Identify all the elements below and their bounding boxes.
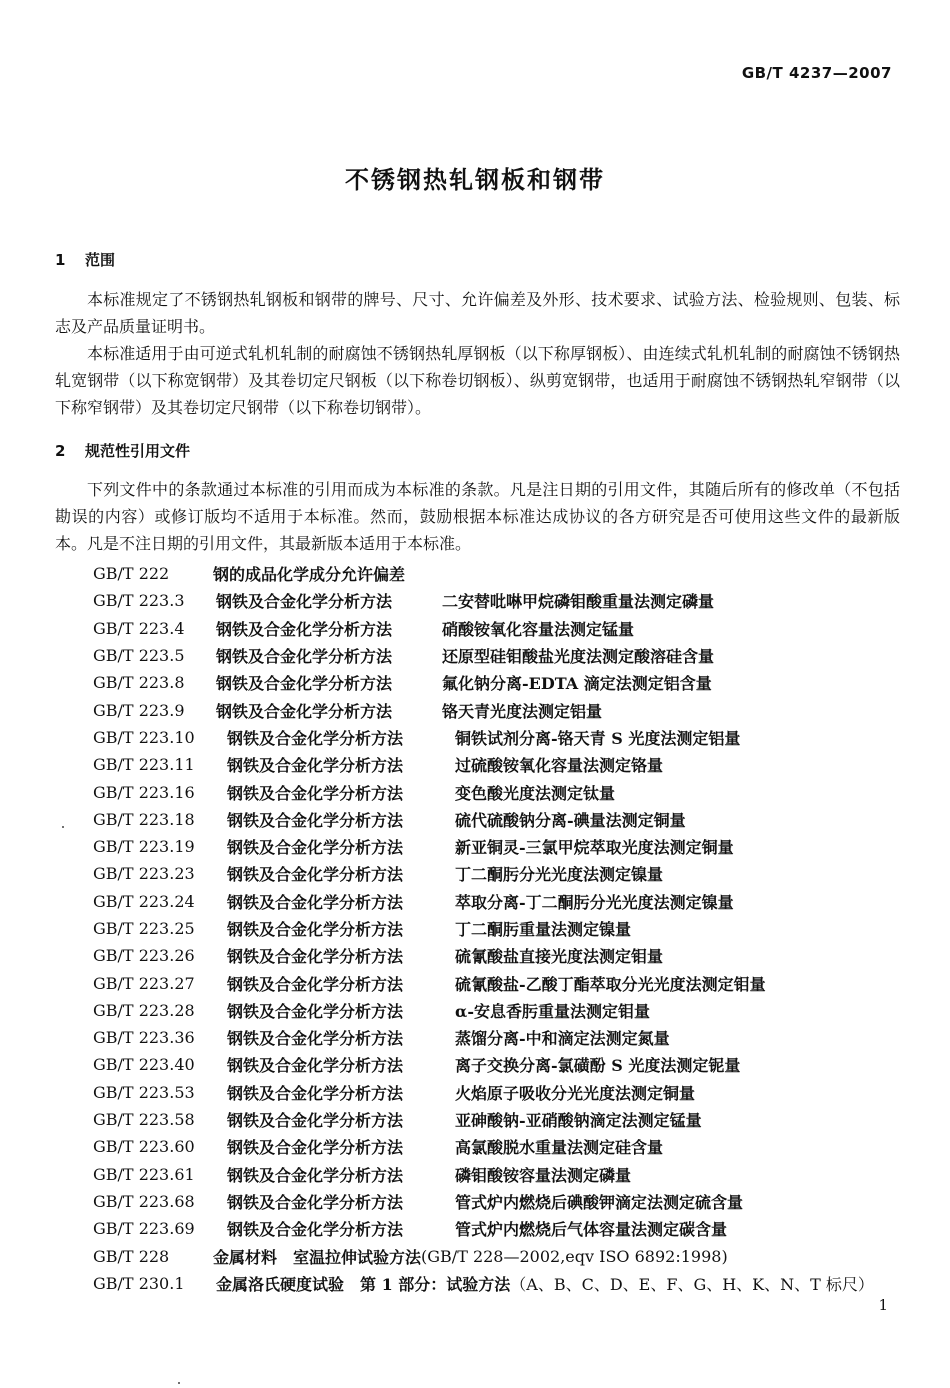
section-title: 规范性引用文件	[85, 442, 191, 460]
reference-code: GB/T 223.40	[93, 1055, 195, 1075]
reference-code: GB/T 223.16	[93, 782, 195, 802]
reference-title: 钢铁及合金化学分析方法	[216, 647, 393, 667]
reference-item	[93, 1161, 874, 1188]
reference-title: 钢铁及合金化学分析方法	[227, 756, 404, 776]
reference-title: 钢铁及合金化学分析方法	[216, 674, 393, 694]
reference-item	[93, 669, 874, 696]
reference-method: 过硫酸铵氧化容量法测定铬量	[455, 756, 664, 776]
reference-method: 硫氰酸盐直接光度法测定钼量	[455, 947, 664, 967]
reference-method: 丁二酮肟分光光度法测定镍量	[455, 865, 664, 885]
reference-method: 二安替吡啉甲烷磷钼酸重量法测定磷量	[442, 592, 715, 612]
reference-item	[93, 969, 874, 996]
reference-item	[93, 997, 874, 1024]
reference-title: 钢铁及合金化学分析方法	[227, 1138, 404, 1158]
reference-method: 管式炉内燃烧后碘酸钾滴定法测定硫含量	[455, 1192, 744, 1212]
reference-title: 金属材料 室温拉伸试验方法	[213, 1247, 422, 1267]
reference-title: 钢铁及合金化学分析方法	[227, 810, 404, 830]
section-number: 2	[55, 442, 66, 460]
reference-item	[93, 642, 874, 669]
reference-item	[93, 860, 874, 887]
reference-code: GB/T 222	[93, 564, 170, 584]
reference-title: 钢铁及合金化学分析方法	[227, 947, 404, 967]
section-1-heading	[55, 249, 115, 270]
reference-title: 钢铁及合金化学分析方法	[227, 1056, 404, 1076]
reference-title: 钢铁及合金化学分析方法	[227, 920, 404, 939]
reference-method: 变色酸光度法测定钛量	[455, 783, 616, 803]
reference-method: α-安息香肟重量法测定钼量	[455, 1001, 650, 1021]
reference-code: GB/T 223.11	[93, 755, 195, 775]
reference-list	[93, 560, 874, 1297]
section-number: 1	[55, 251, 66, 269]
reference-item	[93, 1215, 874, 1242]
reference-item	[93, 724, 874, 751]
reference-code: GB/T 223.60	[93, 1137, 195, 1157]
reference-title: 钢铁及合金化学分析方法	[216, 592, 393, 612]
reference-title: 钢铁及合金化学分析方法	[227, 1192, 404, 1212]
reference-method: (GB/T 228—2002,eqv ISO 6892:1998)	[421, 1246, 728, 1266]
reference-item	[93, 1242, 874, 1269]
reference-item	[93, 1270, 874, 1297]
reference-title: 钢铁及合金化学分析方法	[227, 1220, 404, 1240]
reference-method: 磷钼酸铵容量法测定磷量	[455, 1165, 632, 1185]
reference-code: GB/T 223.27	[93, 973, 195, 993]
reference-item	[93, 751, 874, 778]
reference-code: GB/T 223.9	[93, 700, 185, 720]
reference-title: 钢铁及合金化学分析方法	[227, 1001, 404, 1021]
section-1-paragraph: 本标准规定了不锈钢热轧钢板和钢带的牌号、尺寸、允许偏差及外形、技术要求、试验方法、检验规则、包装、标志及产品质量证明书。	[55, 290, 900, 336]
reference-title: 钢铁及合金化学分析方法	[227, 1029, 404, 1049]
reference-title: 钢铁及合金化学分析方法	[227, 783, 404, 803]
reference-title: 钢铁及合金化学分析方法	[216, 619, 393, 639]
reference-method: 萃取分离-丁二酮肟分光光度法测定镍量	[455, 892, 734, 912]
reference-item	[93, 1024, 874, 1051]
reference-method: 铜铁试剂分离-铬天青 S 光度法测定铝量	[455, 728, 741, 748]
reference-title: 钢铁及合金化学分析方法	[227, 838, 404, 858]
reference-code: GB/T 223.25	[93, 919, 195, 938]
section-2-heading	[55, 440, 190, 461]
reference-title: 钢铁及合金化学分析方法	[227, 1165, 404, 1185]
reference-title: 钢铁及合金化学分析方法	[216, 701, 393, 721]
reference-item	[93, 696, 874, 723]
reference-title: 钢铁及合金化学分析方法	[227, 728, 404, 748]
section-1-paragraph: 本标准适用于由可逆式轧机轧制的耐腐蚀不锈钢热轧厚钢板（以下称厚钢板）、由连续式轧机轧制的耐腐蚀不锈钢热轧宽钢带（以下称宽钢带）及其卷切定尺钢板（以下称卷切钢板）、纵剪宽钢带，也适用于耐腐蚀不锈钢热轧窄钢带（以下称窄钢带）及其卷切定尺钢带（以下称卷切钢带）。	[55, 344, 900, 417]
document-title: 不锈钢热轧钢板和钢带	[345, 166, 605, 194]
reference-method: 离子交换分离-氯磺酚 S 光度法测定铌量	[455, 1056, 741, 1076]
reference-code: GB/T 223.8	[93, 673, 185, 693]
reference-title: 钢铁及合金化学分析方法	[227, 974, 404, 994]
reference-item	[93, 1106, 874, 1133]
reference-code: GB/T 223.4	[93, 618, 185, 638]
reference-item	[93, 1051, 874, 1078]
reference-code: GB/T 223.28	[93, 1000, 195, 1020]
reference-code: GB/T 230.1	[93, 1273, 185, 1293]
reference-code: GB/T 223.36	[93, 1028, 195, 1048]
reference-code: GB/T 223.23	[93, 864, 195, 884]
reference-item	[93, 1133, 874, 1160]
reference-method: 硝酸铵氧化容量法测定锰量	[442, 619, 635, 639]
reference-item	[93, 778, 874, 805]
reference-method: 火焰原子吸收分光光度法测定铜量	[455, 1083, 696, 1103]
reference-item	[93, 587, 874, 614]
reference-method: 氟化钠分离-EDTA 滴定法测定铝含量	[442, 674, 712, 694]
reference-method: 铬天青光度法测定铝量	[442, 701, 603, 721]
reference-code: GB/T 223.69	[93, 1219, 195, 1239]
reference-method: 还原型硅钼酸盐光度法测定酸溶硅含量	[442, 647, 715, 667]
reference-code: GB/T 223.10	[93, 727, 195, 747]
reference-item	[93, 915, 874, 942]
reference-title: 钢铁及合金化学分析方法	[227, 1083, 404, 1103]
reference-method: （A、B、C、D、E、F、G、H、K、N、T 标尺）	[510, 1274, 874, 1294]
reference-code: GB/T 223.26	[93, 946, 195, 966]
reference-item	[93, 942, 874, 969]
reference-method: 丁二酮肟重量法测定镍量	[455, 920, 632, 939]
reference-method: 高氯酸脱水重量法测定硅含量	[455, 1138, 664, 1158]
reference-method: 亚砷酸钠-亚硝酸钠滴定法测定锰量	[455, 1111, 702, 1131]
reference-item	[93, 1079, 874, 1106]
reference-code: GB/T 223.58	[93, 1110, 195, 1130]
reference-code: GB/T 223.5	[93, 646, 185, 666]
reference-item	[93, 806, 874, 833]
reference-code: GB/T 223.18	[93, 809, 195, 829]
reference-item	[93, 560, 874, 587]
reference-method: 新亚铜灵-三氯甲烷萃取光度法测定铜量	[455, 838, 734, 858]
reference-title: 钢铁及合金化学分析方法	[227, 1111, 404, 1131]
reference-code: GB/T 223.3	[93, 591, 185, 611]
scan-speck	[178, 1382, 180, 1384]
reference-item	[93, 888, 874, 915]
reference-code: GB/T 223.19	[93, 837, 195, 857]
reference-method: 蒸馏分离-中和滴定法测定氮量	[455, 1029, 670, 1049]
reference-code: GB/T 223.61	[93, 1164, 195, 1184]
reference-title: 金属洛氏硬度试验 第 1 部分：试验方法	[216, 1274, 511, 1294]
reference-code: GB/T 223.24	[93, 891, 195, 911]
reference-title: 钢的成品化学成分允许偏差	[213, 565, 406, 585]
standard-code: GB/T 4237—2007	[741, 64, 892, 82]
reference-method: 硫氰酸盐-乙酸丁酯萃取分光光度法测定钼量	[455, 974, 766, 994]
reference-item	[93, 833, 874, 860]
reference-code: GB/T 223.68	[93, 1191, 195, 1211]
reference-method: 硫代硫酸钠分离-碘量法测定铜量	[455, 810, 686, 830]
reference-code: GB/T 228	[93, 1246, 170, 1266]
reference-method: 管式炉内燃烧后气体容量法测定碳含量	[455, 1220, 728, 1240]
section-title: 范围	[85, 251, 116, 269]
section-2-paragraph: 下列文件中的条款通过本标准的引用而成为本标准的条款。凡是注日期的引用文件，其随后所有的修改单（不包括勘误的内容）或修订版均不适用于本标准。然而，鼓励根据本标准达成协议的各方研究是否可使用这些文件的最新版本。凡是不注日期的引用文件，其最新版本适用于本标准。	[55, 480, 900, 553]
reference-code: GB/T 223.53	[93, 1082, 195, 1102]
reference-item	[93, 1188, 874, 1215]
reference-title: 钢铁及合金化学分析方法	[227, 892, 404, 912]
page-number: 1	[878, 1296, 888, 1314]
reference-title: 钢铁及合金化学分析方法	[227, 865, 404, 885]
scan-speck	[62, 826, 64, 828]
reference-item	[93, 615, 874, 642]
